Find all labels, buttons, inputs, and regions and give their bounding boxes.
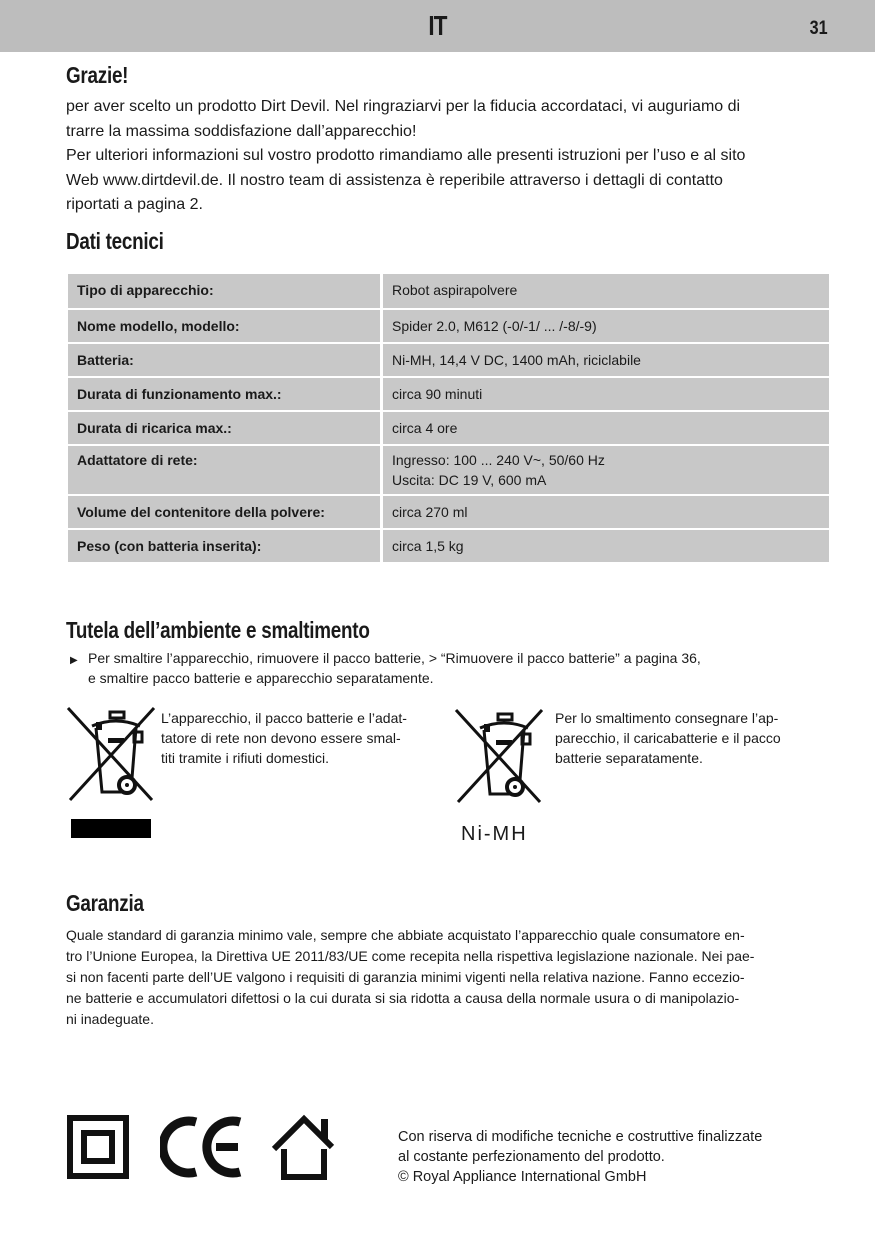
- text-line: batterie separatamente.: [555, 750, 703, 766]
- row-label: Peso (con batteria inserita):: [68, 530, 380, 562]
- protection-class-ii-icon: [67, 1115, 129, 1179]
- text-line: Per ulteriori informazioni sul vostro prodotto rimandiamo alle presenti istruzioni per l’uso e al sito: [66, 147, 746, 164]
- table-row: [68, 378, 829, 410]
- disposal-bullet: [88, 648, 701, 688]
- row-value: circa 90 minuti: [383, 378, 829, 410]
- text-line: si non facenti parte dell’UE valgono i requisiti di garanzia minimi vigenti nella relativa nazione. Fanno eccezio-: [66, 969, 745, 985]
- disposal-right-text: [555, 708, 781, 768]
- table-row: [68, 274, 829, 308]
- indoor-use-house-icon: [270, 1113, 336, 1181]
- page-header: [0, 0, 875, 52]
- row-value: circa 4 ore: [383, 412, 829, 444]
- footer-notice: [398, 1127, 762, 1187]
- row-value: Ni-MH, 14,4 V DC, 1400 mAh, riciclabile: [383, 344, 829, 376]
- row-label: Volume del contenitore della polvere:: [68, 496, 380, 528]
- text-line: Con riserva di modifiche tecniche e costruttive finalizzate: [398, 1129, 763, 1145]
- row-value: [383, 446, 829, 494]
- warranty-paragraph: [66, 925, 754, 1030]
- table-row: [68, 412, 829, 444]
- intro-paragraph: [66, 95, 745, 218]
- specs-title: Dati tecnici: [66, 228, 164, 254]
- row-label: Tipo di apparecchio:: [68, 274, 380, 308]
- row-value: circa 1,5 kg: [383, 530, 829, 562]
- text-line: trarre la massima soddisfazione dall’apparecchio!: [66, 122, 417, 140]
- text-line: tro l’Unione Europea, la Direttiva UE 2011/83/UE come recepita nella rispettiva legislazione nazionale. Nei pae-: [66, 948, 755, 964]
- table-row: [68, 496, 829, 528]
- text-line: ni inadeguate.: [66, 1011, 154, 1027]
- text-line: Per lo smaltimento consegnare l’ap-: [555, 710, 779, 726]
- language-code: IT: [428, 10, 447, 41]
- text-line: titi tramite i rifiuti domestici.: [161, 750, 330, 766]
- row-label: Durata di ricarica max.:: [68, 412, 380, 444]
- table-row: [68, 310, 829, 342]
- text-line: e smaltire pacco batterie e apparecchio separatamente.: [88, 670, 434, 686]
- text-line: al costante perfezionamento del prodotto.: [398, 1149, 665, 1165]
- row-label: Durata di funzionamento max.:: [68, 378, 380, 410]
- row-value: circa 270 ml: [383, 496, 829, 528]
- row-label: Adattatore di rete:: [68, 446, 380, 494]
- row-label: Batteria:: [68, 344, 380, 376]
- table-row: [68, 446, 829, 494]
- environment-title: Tutela dell’ambiente e smaltimento: [66, 617, 370, 643]
- text-line: tatore di rete non devono essere smal-: [161, 730, 401, 746]
- text-line: ne batterie e accumulatori difettosi o la cui durata si sia ridotta a causa della normale usura o di manipolazio-: [66, 990, 740, 1006]
- page-number: 31: [809, 18, 828, 39]
- text-line: Quale standard di garanzia minimo vale, sempre che abbiate acquistato l’apparecchio quale consumatore en-: [66, 927, 745, 943]
- text-line: parecchio, il caricabatterie e il pacco: [555, 730, 781, 746]
- bullet-arrow-icon: ▶: [70, 655, 78, 666]
- text-line: L’apparecchio, il pacco batterie e l’adat-: [161, 710, 407, 726]
- value-line: Ingresso: 100 ... 240 V~, 50/60 Hz: [392, 452, 605, 468]
- intro-title: Grazie!: [66, 62, 129, 88]
- copyright-line: © Royal Appliance International GmbH: [398, 1169, 647, 1185]
- row-label: Nome modello, modello:: [68, 310, 380, 342]
- row-value: Spider 2.0, M612 (-0/-1/ ... /-8/-9): [383, 310, 829, 342]
- specs-table: [68, 274, 829, 564]
- text-line: per aver scelto un prodotto Dirt Devil. Nel ringraziarvi per la fiducia accordataci, vi auguriamo di: [66, 98, 741, 115]
- battery-type-label: Ni-MH: [461, 823, 528, 845]
- text-line: Per smaltire l’apparecchio, rimuovere il pacco batterie, > “Rimuovere il pacco batterie” a pagina 36,: [88, 650, 701, 666]
- disposal-left-text: [161, 708, 407, 768]
- text-line: Web www.dirtdevil.de. Il nostro team di assistenza è reperibile attraverso i dettagli di contatto: [66, 171, 723, 189]
- warranty-title: Garanzia: [66, 890, 144, 916]
- black-bar: [71, 819, 151, 838]
- crossed-bin-icon: [66, 706, 166, 802]
- ce-mark-icon: [160, 1116, 250, 1178]
- value-line: Uscita: DC 19 V, 600 mA: [392, 472, 547, 488]
- table-row: [68, 344, 829, 376]
- crossed-bin-battery-icon: [454, 708, 554, 804]
- table-row: [68, 530, 829, 562]
- row-value: Robot aspirapolvere: [383, 274, 829, 308]
- text-line: riportati a pagina 2.: [66, 196, 203, 213]
